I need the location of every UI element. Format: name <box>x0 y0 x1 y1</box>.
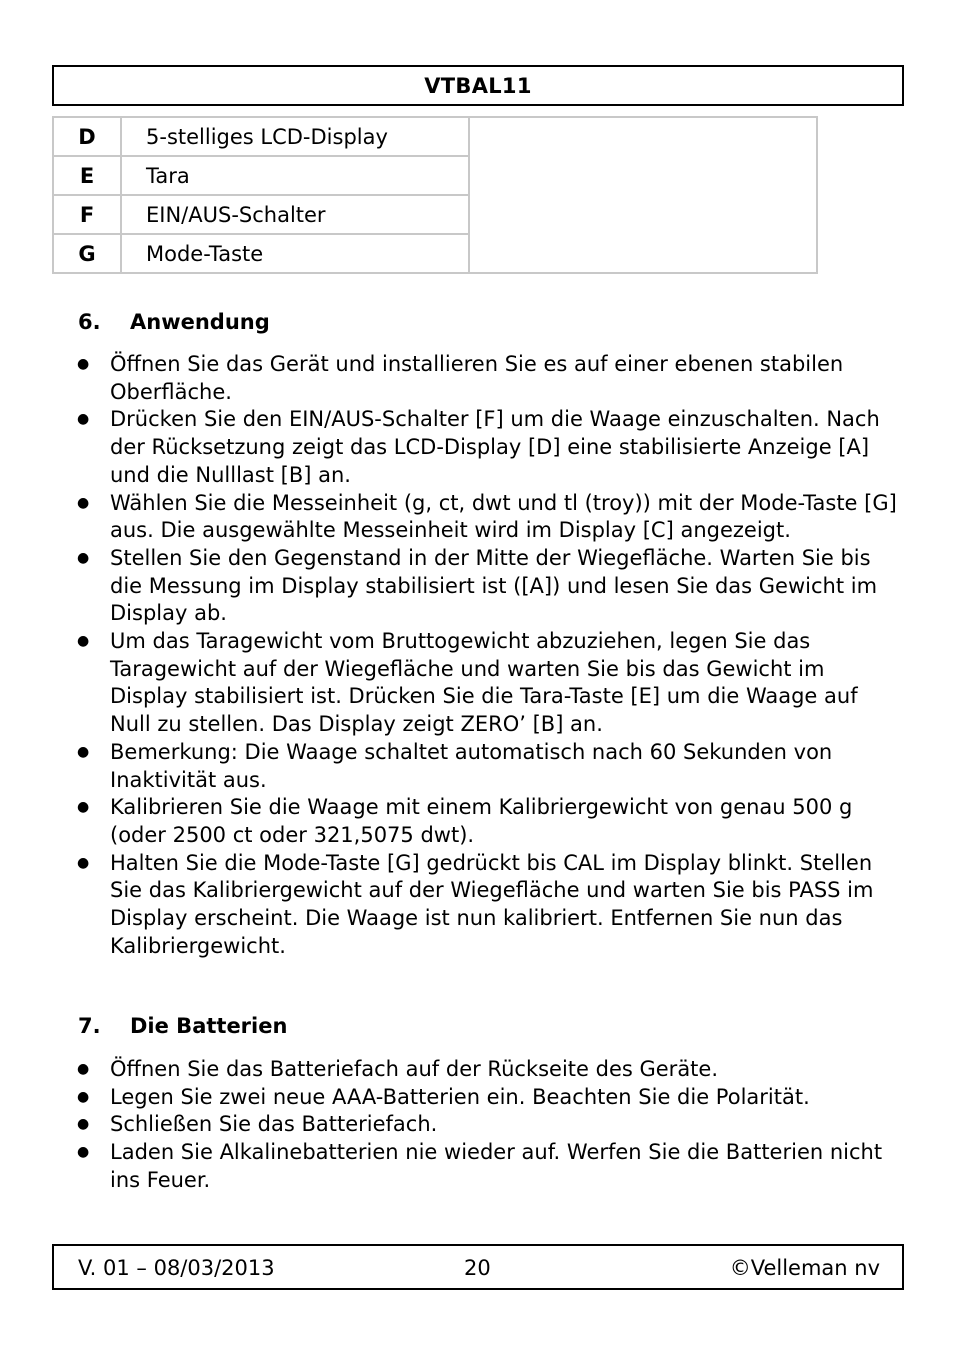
list-item-text: Wählen Sie die Messeinheit (g, ct, dwt und tl (troy)) mit der Mode-Taste [G] aus. Die ausgewählte Messeinheit wird im Display [C] angezeigt. <box>110 490 897 543</box>
bullet-icon: ● <box>77 743 90 760</box>
list-item <box>70 1111 900 1139</box>
bullet-icon: ● <box>77 494 90 511</box>
part-key: D <box>53 117 121 156</box>
bullet-icon: ● <box>77 356 90 372</box>
list-item-text: Stellen Sie den Gegenstand in der Mitte der Wiegefläche. Warten Sie bis die Messung im Display stabilisiert ist ([A]) und lesen Sie das Gewicht im Display ab. <box>110 545 878 626</box>
list-item-text: Drücken Sie den EIN/AUS-Schalter [F] um die Waage einzuschalten. Nach der Rücksetzung zeigt das LCD-Display [D] eine stabilisierte Anzeige [A] und die Nulllast [B] an. <box>110 407 880 487</box>
footer-page-number: 20 <box>464 1256 491 1280</box>
table-row <box>53 117 817 156</box>
footer-copyright: ©Velleman nv <box>729 1256 880 1280</box>
part-label: EIN/AUS-Schalter <box>121 195 469 234</box>
list-item-text: Halten Sie die Mode-Taste [G] gedrückt bis CAL im Display blinkt. Stellen Sie das Kalibriergewicht auf der Wiegefläche und warten Sie bis PASS im Display erscheint. Die Waage ist nun kalibriert. Entfernen Sie nun das Kalibriergewicht. <box>110 850 874 958</box>
list-item <box>70 406 900 489</box>
list-item-text: Bemerkung: Die Waage schaltet automatisch nach 60 Sekunden von Inaktivität aus. <box>110 739 833 792</box>
image-placeholder-cell <box>469 117 817 273</box>
bullet-icon: ● <box>77 1116 90 1133</box>
list-item-text: Kalibrieren Sie die Waage mit einem Kalibriergewicht von genau 500 g (oder 2500 ct oder 321,5075 dwt). <box>110 795 853 847</box>
bullet-icon: ● <box>77 854 90 871</box>
part-key: G <box>53 234 121 273</box>
document-footer <box>52 1244 904 1290</box>
part-key: F <box>53 195 121 234</box>
list-item <box>70 1139 900 1194</box>
model-title: VTBAL11 <box>424 73 532 98</box>
list-item-text: Um das Taragewicht vom Bruttogewicht abzuziehen, legen Sie das Taragewicht auf der Wiegefläche und warten Sie bis das Gewicht im Display stabilisiert ist. Drücken Sie die Tara-Taste [E] um die Waage auf Null zu stellen. Das Display zeigt ZERO’ [B] an. <box>110 629 858 737</box>
list-item <box>70 1084 900 1112</box>
bullet-icon: ● <box>77 799 90 816</box>
bullet-icon: ● <box>77 1061 90 1077</box>
footer-version: V. 01 – 08/03/2013 <box>78 1256 275 1280</box>
list-item <box>70 545 900 628</box>
batterien-list <box>70 1056 900 1195</box>
section-number: 6. <box>78 310 101 334</box>
part-label: Tara <box>121 156 469 195</box>
parts-table <box>52 116 818 274</box>
document-header <box>52 65 904 106</box>
list-item <box>70 628 900 739</box>
bullet-icon: ● <box>77 1088 90 1105</box>
list-item-text: Laden Sie Alkalinebatterien nie wieder auf. Werfen Sie die Batterien nicht ins Feuer. <box>110 1140 883 1192</box>
list-item <box>70 850 900 961</box>
list-item <box>70 351 900 406</box>
list-item <box>70 1056 900 1084</box>
list-item <box>70 490 900 545</box>
list-item <box>70 794 900 849</box>
bullet-icon: ● <box>77 411 90 428</box>
list-item-text: Öffnen Sie das Gerät und installieren Sie es auf einer ebenen stabilen Oberfläche. <box>110 352 844 404</box>
part-label: Mode-Taste <box>121 234 469 273</box>
section-heading-anwendung <box>78 310 270 334</box>
bullet-icon: ● <box>77 549 90 566</box>
section-number: 7. <box>78 1014 101 1038</box>
anwendung-list <box>70 351 900 960</box>
list-item-text: Öffnen Sie das Batteriefach auf der Rückseite des Geräte. <box>110 1057 719 1081</box>
section-heading-batterien <box>78 1014 287 1038</box>
list-item <box>70 739 900 794</box>
section-title: Die Batterien <box>130 1014 288 1038</box>
part-label: 5-stelliges LCD-Display <box>121 117 469 156</box>
list-item-text: Schließen Sie das Batteriefach. <box>110 1112 438 1137</box>
part-key: E <box>53 156 121 195</box>
bullet-icon: ● <box>77 1144 90 1161</box>
bullet-icon: ● <box>77 633 90 650</box>
section-title: Anwendung <box>130 310 270 334</box>
list-item-text: Legen Sie zwei neue AAA-Batterien ein. Beachten Sie die Polarität. <box>110 1084 810 1109</box>
